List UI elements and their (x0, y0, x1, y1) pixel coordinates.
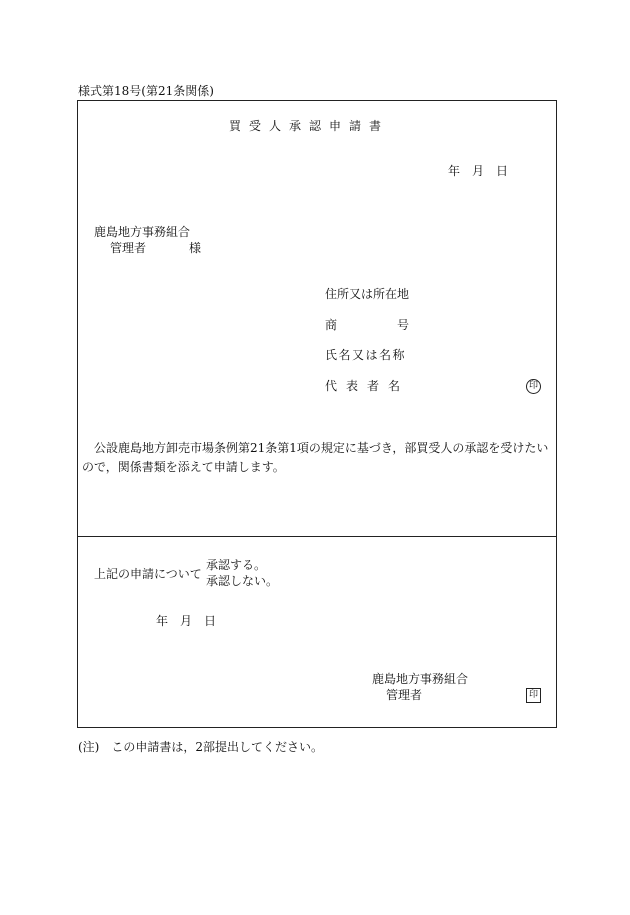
approval-option-approve: 承認する。 (206, 558, 267, 572)
seal-stamp-icon: 印 (526, 379, 541, 394)
approval-date: 年 月 日 (156, 614, 217, 628)
form-border (77, 100, 557, 728)
approval-option-reject: 承認しない。 (206, 574, 279, 588)
document-title: 買受人承認申請書 (229, 119, 390, 133)
field-name: 氏名又は名称 (325, 348, 407, 362)
field-representative: 代表者名 (325, 379, 410, 393)
approver-manager: 管理者 (386, 688, 423, 702)
addressee-manager: 管理者 (110, 241, 147, 255)
section-divider (77, 536, 557, 537)
approver-seal-icon: 印 (526, 688, 541, 703)
field-address: 住所又は所在地 (325, 287, 410, 301)
addressee-honorific: 様 (189, 241, 202, 255)
form-number-label: 様式第18号(第21条関係) (78, 84, 214, 98)
footnote: (注) この申請書は，2部提出してください。 (78, 740, 323, 754)
body-paragraph: 公設鹿島地方卸売市場条例第21条第1項の規定に基づき，部買受人の承認を受けたいので，関係書類を添えて申請します。 (82, 441, 549, 474)
approver-organization: 鹿島地方事務組合 (372, 672, 469, 686)
field-trade-name-part1: 商 (325, 318, 338, 332)
addressee-organization: 鹿島地方事務組合 (94, 225, 191, 239)
application-date: 年 月 日 (448, 164, 509, 178)
field-trade-name-part2: 号 (397, 318, 410, 332)
approval-label: 上記の申請について (94, 567, 202, 581)
application-body-text (82, 439, 554, 477)
